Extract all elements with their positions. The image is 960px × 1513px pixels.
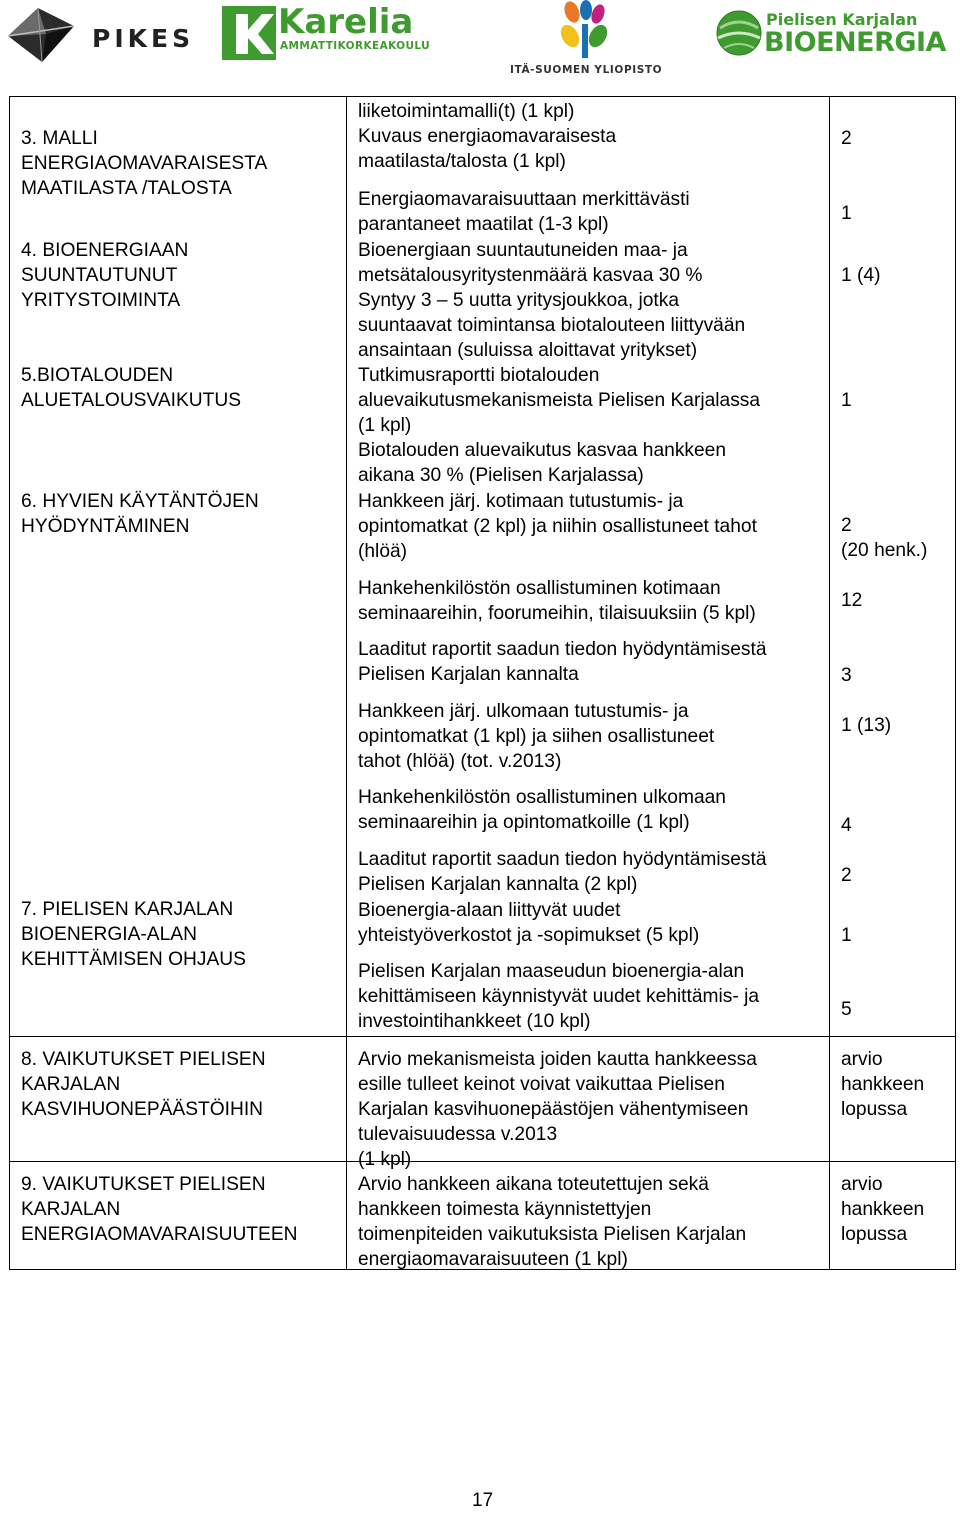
text-line: ENERGIAOMAVARAISUUTEEN <box>21 1224 298 1245</box>
text-line: Hankkeen järj. kotimaan tutustumis- ja <box>358 491 684 512</box>
text-line: (20 henk.) <box>841 540 928 561</box>
indicator-cell <box>358 847 767 897</box>
text-line: seminaareihin ja opintomatkoille (1 kpl) <box>358 812 690 833</box>
text-line: esille tulleet keinot voivat vaikuttaa Pielisen <box>358 1074 725 1095</box>
text-line: arvio <box>841 1049 883 1070</box>
text-line: 1 <box>841 390 852 411</box>
section-heading <box>21 897 246 972</box>
karelia-logo <box>222 2 431 62</box>
text-line: Laaditut raportit saadun tiedon hyödyntämisestä <box>358 849 767 870</box>
text-line: yhteistyöverkostot ja -sopimukset (5 kpl) <box>358 925 700 946</box>
target-value <box>841 513 927 563</box>
text-line: 3. MALLI <box>21 128 98 149</box>
text-line: 2 <box>841 128 852 149</box>
text-line: suuntaavat toimintansa biotalouteen liittyvään <box>358 315 746 336</box>
text-line: lopussa <box>841 1224 908 1245</box>
text-line: MAATILASTA /TALOSTA <box>21 178 232 199</box>
text-line: Kuvaus energiaomavaraisesta <box>358 126 617 147</box>
indicator-cell <box>358 699 714 774</box>
text-line: Syntyy 3 – 5 uutta yritysjoukkoa, jotka <box>358 290 680 311</box>
text-line: 12 <box>841 590 863 611</box>
text-line: aluevaikutusmekanismeista Pielisen Karjalassa <box>358 390 761 411</box>
text-line: hankkeen toimesta käynnistettyjen <box>358 1199 652 1220</box>
text-line: 8. VAIKUTUKSET PIELISEN <box>21 1049 266 1070</box>
text-line: liiketoimintamalli(t) (1 kpl) <box>358 101 575 122</box>
text-line: opintomatkat (2 kpl) ja niihin osallistuneet tahot <box>358 516 757 537</box>
text-line: Pielisen Karjalan kannalta <box>358 664 579 685</box>
section-heading <box>21 1047 266 1122</box>
indicator-cell <box>358 238 745 363</box>
indicator-cell <box>358 637 767 687</box>
text-line: Hankkeen järj. ulkomaan tutustumis- ja <box>358 701 689 722</box>
text-line: ALUETALOUSVAIKUTUS <box>21 390 241 411</box>
text-line: Bioenergiaan suuntautuneiden maa- ja <box>358 240 688 261</box>
text-line: maatilasta/talosta (1 kpl) <box>358 151 566 172</box>
text-line: HYÖDYNTÄMINEN <box>21 516 190 537</box>
text-line: hankkeen <box>841 1074 925 1095</box>
indicator-cell <box>358 363 760 488</box>
text-line: 5 <box>841 999 852 1020</box>
text-line: KASVIHUONEPÄÄSTÖIHIN <box>21 1099 264 1120</box>
text-line: seminaareihin, foorumeihin, tilaisuuksiin (5 kpl) <box>358 603 756 624</box>
target-value <box>841 126 852 151</box>
text-line: aikana 30 % (Pielisen Karjalassa) <box>358 465 644 486</box>
target-value <box>841 813 852 838</box>
text-line: 3 <box>841 665 852 686</box>
text-line: energiaomavaraisuuteen (1 kpl) <box>358 1249 628 1270</box>
target-value <box>841 863 852 888</box>
text-line: lopussa <box>841 1099 908 1120</box>
indicator-cell <box>358 785 726 835</box>
text-line: opintomatkat (1 kpl) ja siihen osallistuneet <box>358 726 715 747</box>
text-line: 1 (4) <box>841 265 881 286</box>
uef-mark-icon <box>550 0 620 62</box>
text-line: Hankehenkilöstön osallistuminen kotimaan <box>358 578 721 599</box>
target-value <box>841 713 891 738</box>
uef-subtitle: ITÄ-SUOMEN YLIOPISTO <box>510 64 663 76</box>
text-line: YRITYSTOIMINTA <box>21 290 181 311</box>
target-value <box>841 388 852 413</box>
indicator-cell <box>358 187 690 237</box>
indicator-cell <box>358 898 699 948</box>
text-line: 7. PIELISEN KARJALAN <box>21 899 234 920</box>
section-heading <box>21 126 267 201</box>
text-line: KEHITTÄMISEN OHJAUS <box>21 949 246 970</box>
text-line: 1 <box>841 925 852 946</box>
column-divider <box>346 97 347 1269</box>
text-line: 4. BIOENERGIAAN <box>21 240 189 261</box>
page-number: 17 <box>472 1490 494 1511</box>
text-line: Hankehenkilöstön osallistuminen ulkomaan <box>358 787 726 808</box>
indicator-table <box>9 96 956 1270</box>
header-logos <box>0 0 960 82</box>
text-line: (1 kpl) <box>358 1149 412 1170</box>
pikes-logo <box>6 4 195 64</box>
text-line: Energiaomavaraisuuttaan merkittävästi <box>358 189 690 210</box>
text-line: investointihankkeet (10 kpl) <box>358 1011 591 1032</box>
section-heading <box>21 238 188 313</box>
target-value <box>841 1047 924 1122</box>
target-value <box>841 263 880 288</box>
text-line: 6. HYVIEN KÄYTÄNTÖJEN <box>21 491 259 512</box>
text-line: KARJALAN <box>21 1074 121 1095</box>
text-line: Tutkimusraportti biotalouden <box>358 365 600 386</box>
bioenergia-globe-icon <box>716 10 762 56</box>
text-line: hankkeen <box>841 1199 925 1220</box>
text-line: 4 <box>841 815 852 836</box>
karelia-subtitle: AMMATTIKORKEAKOULU <box>280 40 431 52</box>
pikes-wordmark: PIKES <box>92 24 195 53</box>
text-line: Laaditut raportit saadun tiedon hyödyntämisestä <box>358 639 767 660</box>
karelia-wordmark: Karelia <box>278 2 414 42</box>
text-line: 9. VAIKUTUKSET PIELISEN <box>21 1174 266 1195</box>
text-line: ENERGIAOMAVARAISESTA <box>21 153 268 174</box>
text-line: Biotalouden aluevaikutus kasvaa hankkeen <box>358 440 727 461</box>
text-line: kehittämiseen käynnistyvät uudet kehittämis- ja <box>358 986 759 1007</box>
indicator-cell <box>358 1047 757 1172</box>
target-value <box>841 588 862 613</box>
text-line: (1 kpl) <box>358 415 412 436</box>
indicator-cell <box>358 1172 746 1272</box>
text-line: Karjalan kasvihuonepäästöjen vähentymiseen <box>358 1099 749 1120</box>
bioenergia-logo <box>716 6 946 62</box>
text-line: metsätalousyritystenmäärä kasvaa 30 % <box>358 265 703 286</box>
pikes-mark-icon <box>6 6 76 64</box>
text-line: Arvio mekanismeista joiden kautta hankkeessa <box>358 1049 757 1070</box>
section-heading <box>21 1172 297 1247</box>
row-divider <box>10 1036 955 1037</box>
text-line: Pielisen Karjalan maaseudun bioenergia-alan <box>358 961 745 982</box>
text-line: (hlöä) <box>358 541 408 562</box>
target-value <box>841 663 852 688</box>
text-line: Bioenergia-alaan liittyvät uudet <box>358 900 621 921</box>
target-value <box>841 923 852 948</box>
bioenergia-line1: Pielisen Karjalan <box>766 10 918 29</box>
text-line: ansaintaan (suluissa aloittavat yritykset) <box>358 340 698 361</box>
bioenergia-line2: BIOENERGIA <box>764 27 946 58</box>
text-line: toimenpiteiden vaikutuksista Pielisen Karjalan <box>358 1224 747 1245</box>
text-line: 2 <box>841 865 852 886</box>
text-line: SUUNTAUTUNUT <box>21 265 178 286</box>
text-line: 2 <box>841 515 852 536</box>
text-line: tulevaisuudessa v.2013 <box>358 1124 558 1145</box>
target-value <box>841 997 852 1022</box>
text-line: parantaneet maatilat (1-3 kpl) <box>358 214 609 235</box>
text-line: 5.BIOTALOUDEN <box>21 365 174 386</box>
section-heading <box>21 363 241 413</box>
target-value <box>841 1172 924 1247</box>
target-value <box>841 201 852 226</box>
uef-logo <box>506 0 666 80</box>
text-line: 1 <box>841 203 852 224</box>
indicator-cell <box>358 99 616 174</box>
indicator-cell <box>358 576 756 626</box>
text-line: Arvio hankkeen aikana toteutettujen sekä <box>358 1174 709 1195</box>
column-divider <box>829 97 830 1269</box>
indicator-cell <box>358 959 759 1034</box>
section-heading <box>21 489 259 539</box>
text-line: KARJALAN <box>21 1199 121 1220</box>
text-line: BIOENERGIA-ALAN <box>21 924 197 945</box>
text-line: Pielisen Karjalan kannalta (2 kpl) <box>358 874 638 895</box>
text-line: arvio <box>841 1174 883 1195</box>
indicator-cell <box>358 489 757 564</box>
karelia-mark-icon <box>222 6 276 60</box>
text-line: 1 (13) <box>841 715 892 736</box>
text-line: tahot (hlöä) (tot. v.2013) <box>358 751 562 772</box>
